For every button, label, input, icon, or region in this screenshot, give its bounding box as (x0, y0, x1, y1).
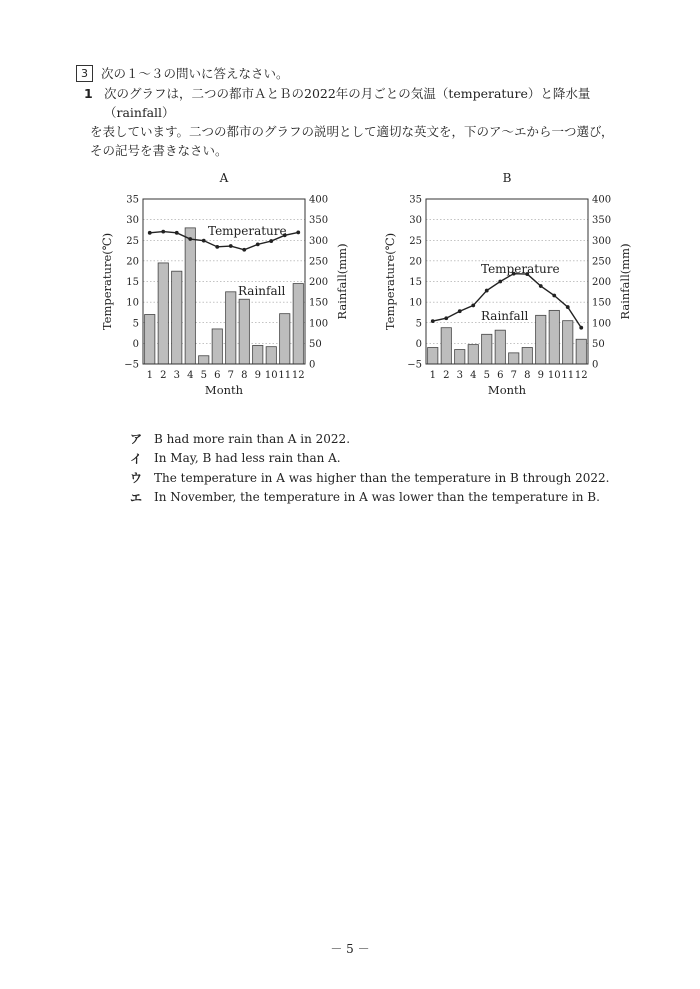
temperature-point (458, 309, 462, 313)
temperature-point (579, 326, 583, 330)
month-tick-label: 1 (429, 370, 436, 381)
choice-a[interactable] (130, 429, 609, 449)
temperature-series-label: Temperature (208, 224, 287, 238)
sub-question-text-line2: を表しています。二つの都市のグラフの説明として適切な英文を，下のア～エから一つ選び， (90, 124, 614, 139)
choice-mark: エ (130, 490, 143, 505)
rainfall-series-label: Rainfall (238, 284, 286, 298)
rainfall-bar (253, 345, 263, 364)
left-tick-label: 25 (409, 235, 422, 247)
left-tick-label: 20 (126, 256, 139, 268)
choice-text: In May, B had less rain than A. (154, 451, 341, 466)
choice-mark: ウ (130, 471, 143, 486)
left-tick-label: 35 (409, 194, 422, 206)
right-tick-label: 250 (592, 256, 612, 268)
rainfall-bar (212, 329, 222, 364)
month-tick-label: 5 (483, 370, 490, 381)
choice-u[interactable] (130, 468, 609, 488)
left-tick-label: 0 (132, 338, 139, 350)
choice-text: B had more rain than A in 2022. (154, 431, 351, 446)
month-tick-label: 2 (443, 370, 450, 381)
left-tick-label: 30 (126, 215, 139, 227)
right-tick-label: 300 (309, 235, 329, 247)
month-tick-label: 10 (264, 370, 278, 381)
choice-e[interactable] (130, 488, 609, 508)
choice-text: The temperature in A was higher than the temperature in B through 2022. (154, 470, 610, 485)
left-tick-label: 30 (409, 215, 422, 227)
rainfall-bar (239, 299, 249, 364)
rainfall-bar (293, 284, 303, 364)
right-tick-label: 200 (592, 277, 612, 288)
y-axis-right-label: Rainfall(mm) (618, 243, 632, 320)
temperature-point (471, 304, 475, 308)
sub-question-text-line1: 次のグラフは，二つの都市ＡとＢの2022年の月ごとの気温（temperature）と降水量（rainfall） (104, 86, 591, 120)
rainfall-bar (495, 330, 505, 364)
choice-mark: イ (130, 451, 143, 466)
right-tick-label: 350 (592, 215, 612, 227)
right-tick-label: 400 (592, 194, 612, 206)
rainfall-bar (145, 315, 155, 365)
rainfall-bar (576, 339, 586, 364)
month-tick-label: 3 (173, 370, 180, 381)
right-tick-label: 250 (309, 256, 329, 268)
rainfall-bar (468, 345, 478, 364)
left-tick-label: 10 (126, 297, 139, 309)
y-axis-left-label: Temperature(℃) (383, 232, 397, 331)
rainfall-bar (280, 314, 290, 364)
month-tick-label: 4 (187, 370, 194, 381)
right-tick-label: 400 (309, 194, 329, 206)
rainfall-bar (428, 348, 438, 365)
sub-question-number: 1 (84, 86, 93, 101)
month-tick-label: 8 (524, 370, 531, 381)
temperature-point (242, 248, 246, 252)
temperature-point (161, 230, 165, 234)
month-tick-label: 6 (214, 370, 221, 381)
question-instruction: 次の１～３の問いに答えなさい。 (101, 66, 289, 81)
temperature-point (256, 242, 260, 246)
left-tick-label: 0 (415, 338, 422, 350)
temperature-point (431, 319, 435, 323)
rainfall-bar (158, 263, 168, 364)
chart-title: A (219, 171, 229, 185)
right-tick-label: 50 (309, 338, 322, 350)
month-tick-label: 3 (456, 370, 463, 381)
month-tick-label: 2 (160, 370, 167, 381)
temperature-point (552, 294, 556, 298)
temperature-point (215, 245, 219, 249)
temperature-point (498, 280, 502, 284)
left-tick-label: 10 (409, 297, 422, 309)
rainfall-series-label: Rainfall (481, 309, 529, 323)
right-tick-label: 150 (309, 297, 329, 309)
choice-text: In November, the temperature in A was lower than the temperature in B. (154, 490, 600, 505)
chart-b (381, 165, 651, 405)
x-axis-label: Month (487, 383, 527, 397)
right-tick-label: 150 (592, 297, 612, 309)
left-tick-label: 15 (409, 277, 422, 288)
rainfall-bar (226, 292, 236, 364)
rainfall-bar (549, 310, 559, 364)
right-tick-label: 300 (592, 235, 612, 247)
month-tick-label: 4 (470, 370, 477, 381)
choice-mark: ア (130, 432, 143, 447)
month-tick-label: 8 (241, 370, 248, 381)
left-tick-label: 25 (126, 235, 139, 247)
rainfall-bar (455, 350, 465, 364)
month-tick-label: 11 (561, 370, 575, 381)
temperature-series-label: Temperature (481, 262, 560, 276)
month-tick-label: 7 (510, 370, 517, 381)
sub-question-text-line3: その記号を書きなさい。 (90, 143, 228, 158)
rainfall-bar (199, 356, 209, 364)
chart-a-container (98, 165, 368, 409)
temperature-point (296, 231, 300, 235)
temperature-point (229, 244, 233, 248)
question-number-box: 3 (76, 65, 93, 82)
temperature-point (485, 289, 489, 293)
rainfall-bar (482, 334, 492, 364)
month-tick-label: 1 (146, 370, 153, 381)
month-tick-label: 6 (497, 370, 504, 381)
temperature-point (269, 239, 273, 243)
month-tick-label: 11 (278, 370, 292, 381)
rainfall-bar (441, 328, 451, 364)
page-number: － 5 － (330, 942, 370, 956)
month-tick-label: 12 (291, 370, 305, 381)
right-tick-label: 100 (592, 318, 612, 330)
y-axis-right-label: Rainfall(mm) (335, 243, 349, 320)
temperature-point (175, 231, 179, 235)
right-tick-label: 0 (309, 359, 316, 371)
month-tick-label: 9 (537, 370, 544, 381)
choice-i[interactable] (130, 449, 609, 469)
month-tick-label: 5 (200, 370, 207, 381)
month-tick-label: 9 (254, 370, 261, 381)
right-tick-label: 100 (309, 318, 329, 330)
rainfall-bar (185, 228, 195, 364)
rainfall-bar (536, 315, 546, 364)
chart-b-container (381, 165, 651, 409)
left-tick-label: 5 (132, 318, 139, 330)
temperature-point (148, 231, 152, 235)
temperature-point (202, 239, 206, 243)
question-header (76, 64, 289, 82)
right-tick-label: 200 (309, 277, 329, 288)
rainfall-bar (172, 271, 182, 364)
month-tick-label: 7 (227, 370, 234, 381)
left-tick-label: 15 (126, 277, 139, 288)
temperature-point (444, 316, 448, 320)
left-tick-label: −5 (124, 359, 139, 371)
month-tick-label: 10 (547, 370, 561, 381)
left-tick-label: 35 (126, 194, 139, 206)
temperature-point (539, 284, 543, 288)
month-tick-label: 12 (574, 370, 588, 381)
right-tick-label: 350 (309, 215, 329, 227)
left-tick-label: 5 (415, 318, 422, 330)
chart-title: B (502, 171, 512, 185)
y-axis-left-label: Temperature(℃) (100, 232, 114, 331)
x-axis-label: Month (204, 383, 244, 397)
left-tick-label: −5 (407, 359, 422, 371)
temperature-point (188, 237, 192, 241)
rainfall-bar (522, 348, 532, 365)
left-tick-label: 20 (409, 256, 422, 268)
temperature-point (566, 305, 570, 309)
rainfall-bar (563, 321, 573, 364)
answer-choices (130, 429, 609, 507)
chart-a (98, 165, 368, 405)
sub-question (84, 84, 644, 160)
right-tick-label: 0 (592, 359, 599, 371)
right-tick-label: 50 (592, 338, 605, 350)
rainfall-bar (509, 353, 519, 364)
rainfall-bar (266, 347, 276, 364)
